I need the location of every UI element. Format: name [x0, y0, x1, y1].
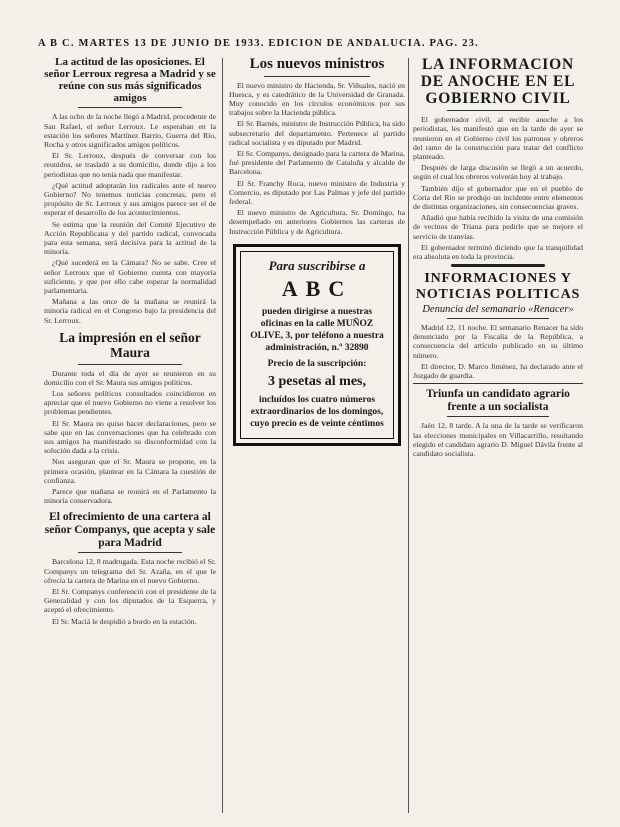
- ad-conditions: incluídos los cuatro números extraordinarios de los domingos, cuyo precio es de veinte céntimos: [250, 394, 384, 429]
- article-title-agrario: Triunfa un candidato agrario frente a un socialista: [426, 388, 570, 413]
- paragraph: El Sr. Maciá le despidió a bordo en la estación.: [52, 616, 197, 626]
- paragraph: A las ocho de la noche llegó a Madrid, procedente de San Rafael, el señor Lerroux. Le esperaban en la estación los señores Martínez Barrio, Guerra del Río, Rocha y otros significados amigos políticos.: [44, 112, 216, 149]
- paragraph: El Sr. Maura no quiso hacer declaraciones, pero se sabe que en las conversaciones que ha celebrado con sus amigos ha manifestado su disconformidad con la solución dada a la crisis.: [44, 418, 216, 456]
- title-divider: [78, 107, 181, 108]
- column-rule-1: [222, 58, 223, 813]
- section-title-informaciones: INFORMACIONES Y NOTICIAS POLITICAS: [415, 271, 581, 302]
- masthead: A B C. MARTES 13 DE JUNIO DE 1933. EDICION DE ANDALUCIA. PAG. 23.: [38, 38, 479, 49]
- paragraph: Madrid 12, 11 noche. El semanario Renacer ha sido denunciado por la Fiscalía de la República, a consecuencia del artículo publicado en su último número.: [413, 322, 583, 360]
- title-divider: [264, 76, 370, 77]
- column-right: [413, 56, 583, 816]
- paragraph: ¿Qué actitud adoptarán los radicales ante el nuevo Gobierno? No tenemos noticias concretas, pero el propósito de Sr. Lerroux y sus amigos parece ser el de esperar el desarrollo de los acontecimientos.: [44, 180, 216, 218]
- title-divider: [447, 110, 549, 111]
- paragraph: El nuevo ministro de Agricultura, Sr. Domingo, ha desempeñado en anteriores Gobiernos las carteras de Instrucción Pública y de Agricultura.: [229, 208, 405, 236]
- paragraph: Después de larga discusión se llegó a un acuerdo, según el cual los obreros volverán hoy al trabajo.: [413, 163, 583, 182]
- article-body-agrario: [413, 421, 583, 458]
- title-divider: [78, 552, 181, 553]
- article-title-gobierno-civil: LA INFORMACION DE ANOCHE EN EL GOBIERNO CIVIL: [420, 56, 576, 108]
- paragraph: El director, D. Marco Jiménez, ha declarado ante el Juzgado de guardia.: [413, 361, 583, 380]
- paragraph: ¿Qué sucederá en la Cámara? No se sabe. Cree el señor Lerroux que el Gobierno cuenta con mayoría suficiente, y que por ello cabe esperar la normalidad parlamentaria.: [44, 258, 216, 296]
- paragraph: Añadió que había recibido la visita de una comisión de vecinos de Triana para pedirle que se mejore el servicio de tranvías.: [413, 213, 583, 241]
- paragraph: El gobernador civil, al recibir anoche a los periodistas, les manifestó que en la tarde de ayer se reunieron en el Gobierno civil los patronos y obreros del ramo de la construcción para tratar del conflicto planteado.: [413, 115, 583, 161]
- paragraph: El nuevo ministro de Hacienda, Sr. Viñuales, nació en Huesca, y es catedrático de la Universidad de Granada. Muy conocido en los círculos económicos por sus trabajos sobre la Hacienda pública.: [229, 80, 405, 118]
- column-rule-2: [408, 58, 409, 813]
- title-divider: [78, 364, 181, 365]
- article-subtitle-renacer: Denuncia del semanario «Renacer»: [422, 303, 574, 315]
- paragraph: Parece que mañana se reunirá en el Parlamento la minoría conservadora.: [44, 486, 216, 506]
- ad-headline: Para suscribirse a: [268, 257, 366, 273]
- article-body-gobierno-civil: [413, 115, 583, 261]
- article-title-companys: El ofrecimiento de una cartera al señor Companys, que acepta y sale para Madrid: [44, 511, 216, 549]
- paragraph: Nos aseguran que el Sr. Maura se propone, en la primera ocasión, plantear en la Cámara la cuestión de confianza.: [44, 457, 216, 485]
- ad-brand: ABC: [281, 275, 353, 301]
- article-body-ministros: [229, 81, 405, 236]
- article-title-oposiciones: La actitud de las oposiciones. El señor Lerroux regresa a Madrid y se reúne con sus más significados amigos: [44, 56, 216, 105]
- ad-contact: pueden dirigirse a nuestras oficinas en la calle MUÑOZ OLIVE, 3, por teléfono a nuestra administración, n.º 32890: [250, 306, 384, 353]
- paragraph: Mañana a las once de la mañana se reunirá la minoría radical en el Congreso bajo la presidencia del Sr. Lerroux.: [44, 297, 216, 325]
- paragraph: El Sr. Barnés, ministro de Instrucción Pública, ha sido subsecretario del departamento. Pertenece al partido radical socialista y es diputado por Madrid.: [229, 119, 405, 147]
- title-divider: [447, 318, 549, 319]
- article-divider: [413, 383, 583, 384]
- article-body-oposiciones: [44, 112, 216, 324]
- paragraph: Se estima que la reunión del Comité Ejecutivo de Acción Republicana y del partido radical, convocada para esta semana, será decisiva para la actitud de la minoría.: [44, 219, 216, 257]
- paragraph: Jaén 12, 8 tarde. A la una de la tarde se verificaron las elecciones municipales en Villacarrillo, resultando elegido el candidato agrario D. Miguel Dávila frente al candidato socialista.: [413, 421, 583, 459]
- paragraph: El Sr. Lerroux, después de conversar con los reunidos, se trasladó a su domicilio, donde dijo a los periodistas que no tenía nada que manifestar.: [44, 151, 216, 179]
- subscription-advertisement: [233, 244, 401, 446]
- ad-price-label: Precio de la suscripción:: [267, 358, 367, 369]
- title-divider: [447, 416, 549, 417]
- article-title-ministros: Los nuevos ministros: [249, 56, 385, 72]
- paragraph: Barcelona 12, 8 madrugada. Esta noche recibió el Sr. Companys un telegrama del Sr. Azaña, en el que le ofrecía la cartera de Marina en el nuevo Gobierno.: [44, 557, 216, 585]
- ornament-divider: [451, 264, 545, 267]
- paragraph: Los señores políticos consultados coincidieron en apreciar que el nuevo Gobierno no viene a resolver los problemas pendientes.: [44, 388, 216, 417]
- article-title-maura: La impresión en el señor Maura: [59, 329, 201, 360]
- column-left: [44, 56, 216, 816]
- article-body-renacer: [413, 323, 583, 380]
- paragraph: El Sr. Companys, designado para la cartera de Marina, fué presidente del Parlamento de Cataluña y alcalde de Barcelona.: [229, 148, 405, 177]
- paragraph: El gobernador terminó diciendo que la tranquilidad era absoluta en toda la provincia.: [413, 242, 583, 261]
- ad-price: 3 pesetas al mes,: [268, 373, 366, 389]
- paragraph: También dijo el gobernador que en el pueblo de Coria del Río se produjo un incidente entre elementos de distintas organizaciones, sin consecuencias graves.: [413, 183, 583, 211]
- article-body-maura: [44, 369, 216, 506]
- paragraph: El Sr. Franchy Roca, nuevo ministro de Industria y Comercio, es diputado por Las Palmas y jefe del partido federal.: [229, 178, 405, 206]
- paragraph: Durante toda el día de ayer se reunieron en su domicilio con el Sr. Maura sus amigos políticos.: [44, 368, 216, 387]
- column-center: [229, 56, 405, 816]
- paragraph: El Sr. Companys conferenció con el presidente de la Generalidad y con los diputados de la Esquerra, y aceptó el ofrecimiento.: [44, 586, 216, 615]
- article-body-companys: [44, 557, 216, 625]
